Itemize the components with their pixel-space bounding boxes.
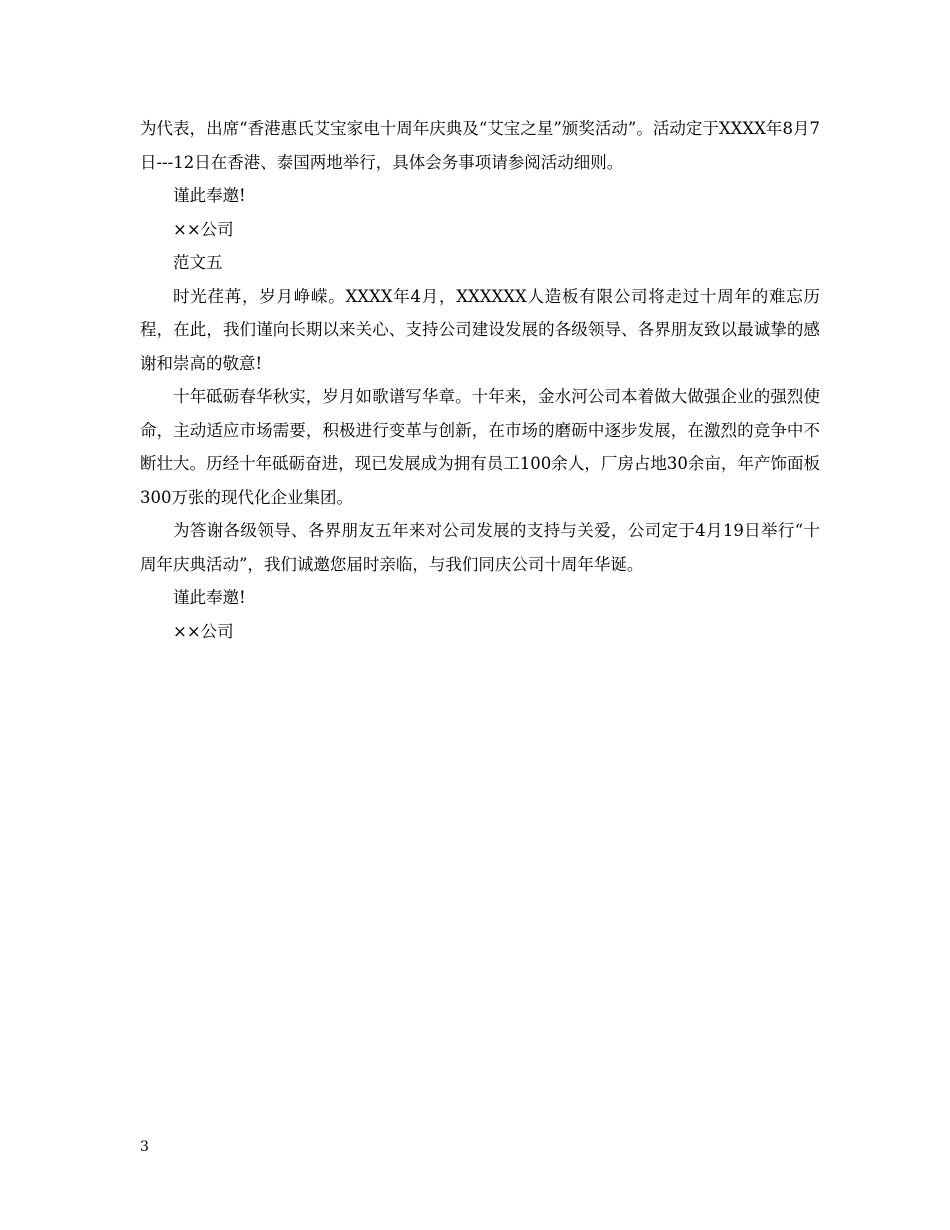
closing-phrase: 谨此奉邀! xyxy=(173,186,246,205)
paragraph-invitation-details: 为答谢各级领导、各界朋友五年来对公司发展的支持与关爱，公司定于4月19日举行“十周年庆典活动”，我们诚邀您届时亲临，与我们同庆公司十周年华诞。 xyxy=(140,521,820,574)
closing-phrase-second: 谨此奉邀! xyxy=(173,588,246,607)
signature-company-second: ××公司 xyxy=(173,621,234,641)
signature-company: ××公司 xyxy=(173,219,234,239)
document-body xyxy=(140,112,820,648)
paragraph-anniversary-intro: 时光荏苒，岁月峥嵘。XXXX年4月，XXXXXX人造板有限公司将走过十周年的难忘历程，在此，我们谨向长期以来关心、支持公司建设发展的各级领导、各界朋友致以最诚挚的感谢和崇高的敬意! xyxy=(140,286,820,373)
section-heading-sample-five: 范文五 xyxy=(173,253,223,272)
paragraph-company-history: 十年砥砺春华秋实，岁月如歌谱写华章。十年来，金水河公司本着做大做强企业的强烈使命，主动适应市场需要，积极进行变革与创新，在市场的磨砺中逐步发展，在激烈的竞争中不断壮大。历经十年砥砺奋进，现已发展成为拥有员工100余人，厂房占地30余亩，年产饰面板300万张的现代化企业集团。 xyxy=(140,387,820,507)
paragraph-invitation-continuation: 为代表，出席“香港惠氏艾宝家电十周年庆典及“艾宝之星”颁奖活动”。活动定于XXXX年8月7日---12日在香港、泰国两地举行，具体会务事项请参阅活动细则。 xyxy=(140,119,820,172)
page-number: 3 xyxy=(140,1139,149,1155)
